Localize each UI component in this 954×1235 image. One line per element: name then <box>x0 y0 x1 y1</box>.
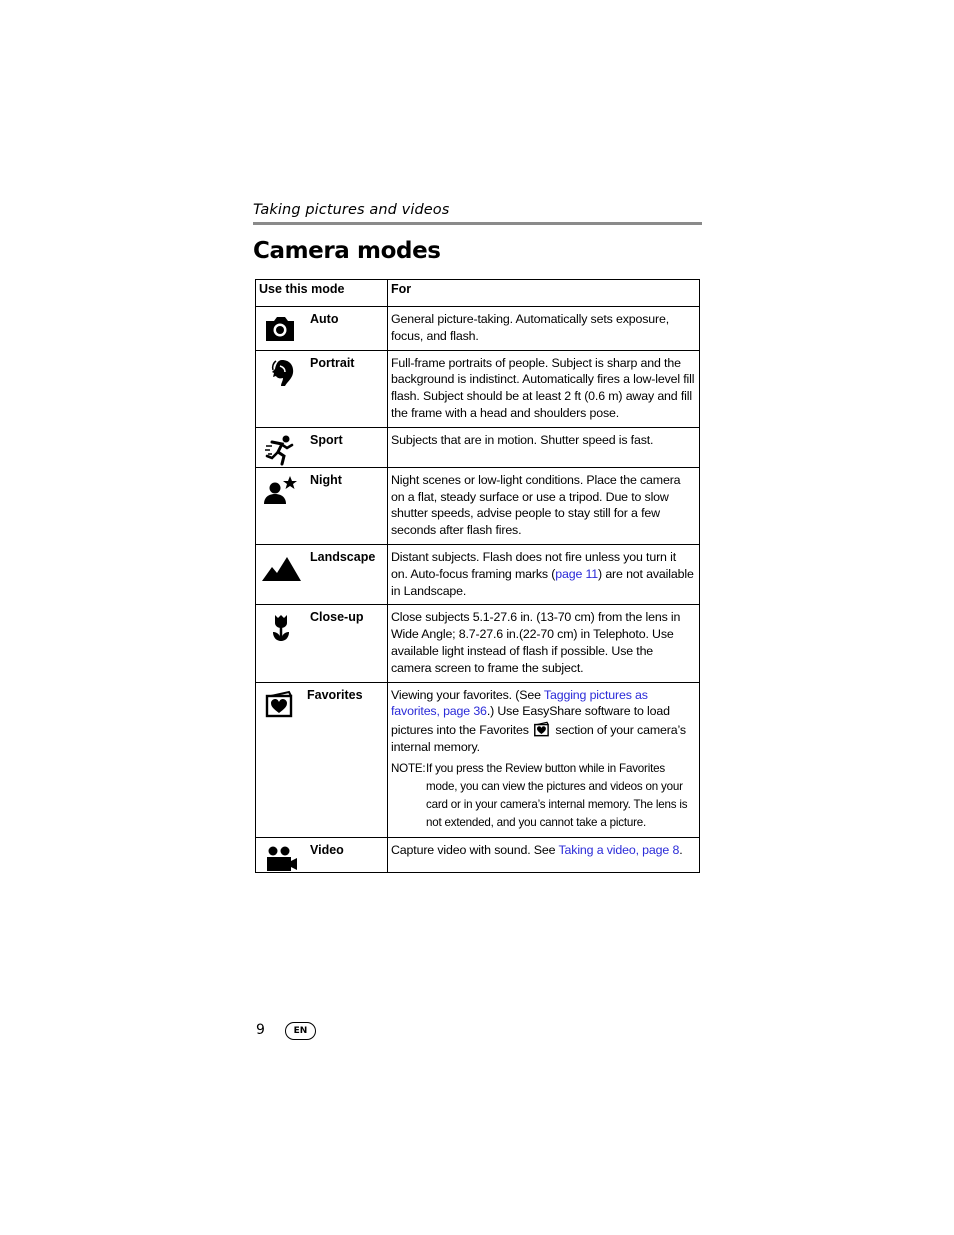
page-11-link[interactable]: page 11 <box>555 566 599 581</box>
table-row <box>256 837 700 872</box>
video-camera-icon <box>262 843 298 875</box>
landscape-mountains-icon <box>258 551 302 583</box>
tagging-favorites-link[interactable]: Tagging pictures as favorites, page 36 <box>391 687 648 719</box>
mode-cell-auto <box>256 307 388 351</box>
table-row <box>256 350 700 427</box>
mode-label: Night <box>310 472 342 487</box>
note-text: If you press the Review button while in Favorites mode, you can view the pictures and videos on your card or in your camera’s internal memory. The lens is not extended, and you cannot take a picture. <box>426 761 688 829</box>
mode-description: Capture video with sound. See Taking a video, page 8. <box>388 837 700 872</box>
night-person-star-icon <box>262 474 298 506</box>
mode-label: Video <box>310 842 344 857</box>
table-header-row <box>256 280 700 307</box>
favorites-note <box>391 760 696 832</box>
sport-runner-icon <box>262 434 298 466</box>
taking-video-link[interactable]: Taking a video, page 8 <box>558 842 680 857</box>
mode-cell-video <box>256 837 388 872</box>
mode-cell-favorites <box>256 682 388 837</box>
mode-label: Close-up <box>310 610 364 625</box>
closeup-flower-icon <box>262 611 298 643</box>
note-tag: NOTE: <box>391 761 426 775</box>
mode-description: General picture-taking. Automatically sets exposure, focus, and flash. <box>388 307 700 351</box>
table-row <box>256 467 700 544</box>
camera-modes-table <box>255 279 700 873</box>
mode-cell-night <box>256 467 388 544</box>
mode-cell-landscape <box>256 544 388 604</box>
page-number: 9 <box>256 1022 265 1038</box>
favorites-heart-icon <box>262 688 298 720</box>
portrait-icon <box>262 357 298 389</box>
header-use-this-mode: Use this mode <box>256 280 388 307</box>
header-for: For <box>388 280 700 307</box>
camera-icon <box>262 313 298 345</box>
mode-label: Sport <box>310 432 343 447</box>
mode-description: Subjects that are in motion. Shutter speed is fast. <box>388 427 700 467</box>
mode-description: Distant subjects. Flash does not fire unless you turn it on. Auto-focus framing marks (page 11) are not available in Landscape. <box>388 544 700 604</box>
mode-label: Landscape <box>310 549 376 564</box>
mode-label: Favorites <box>307 687 363 702</box>
mode-cell-sport <box>256 427 388 467</box>
table-row <box>256 605 700 682</box>
favorites-heart-icon <box>532 720 552 738</box>
mode-cell-closeup <box>256 605 388 682</box>
mode-cell-portrait <box>256 350 388 427</box>
running-head: Taking pictures and videos <box>253 202 450 218</box>
page-title: Camera modes <box>253 238 441 264</box>
mode-description: Viewing your favorites. (See Tagging pictures as favorites, page 36.) Use EasyShare software to load pictures into the Favorites section of your camera’s internal memory. NOTE: If you press the Review button while in Favorites mode, you can view the pictures and videos on your card or in your camera’s internal memory. The lens is not extended, and you cannot take a picture. <box>388 682 700 837</box>
mode-description: Close subjects 5.1-27.6 in. (13-70 cm) from the lens in Wide Angle; 8.7-27.6 in.(22-70 cm) in Telephoto. Use available light instead of flash if possible. Use the camera screen to frame the subject. <box>388 605 700 682</box>
table-row <box>256 427 700 467</box>
header-rule <box>253 222 702 225</box>
mode-label: Portrait <box>310 355 355 370</box>
table-row <box>256 544 700 604</box>
mode-description: Full-frame portraits of people. Subject is sharp and the background is indistinct. Automatically fires a low-level fill flash. Subject should be at least 2 ft (0.6 m) away and fill the frame with a head and shoulders pose. <box>388 350 700 427</box>
mode-label: Auto <box>310 312 339 326</box>
language-badge: EN <box>285 1022 316 1040</box>
mode-description: Night scenes or low-light conditions. Place the camera on a flat, steady surface or use a tripod. Due to slow shutter speeds, advise people to stay still for a few seconds after flash fires. <box>388 467 700 544</box>
table-row <box>256 682 700 837</box>
table-row <box>256 307 700 351</box>
